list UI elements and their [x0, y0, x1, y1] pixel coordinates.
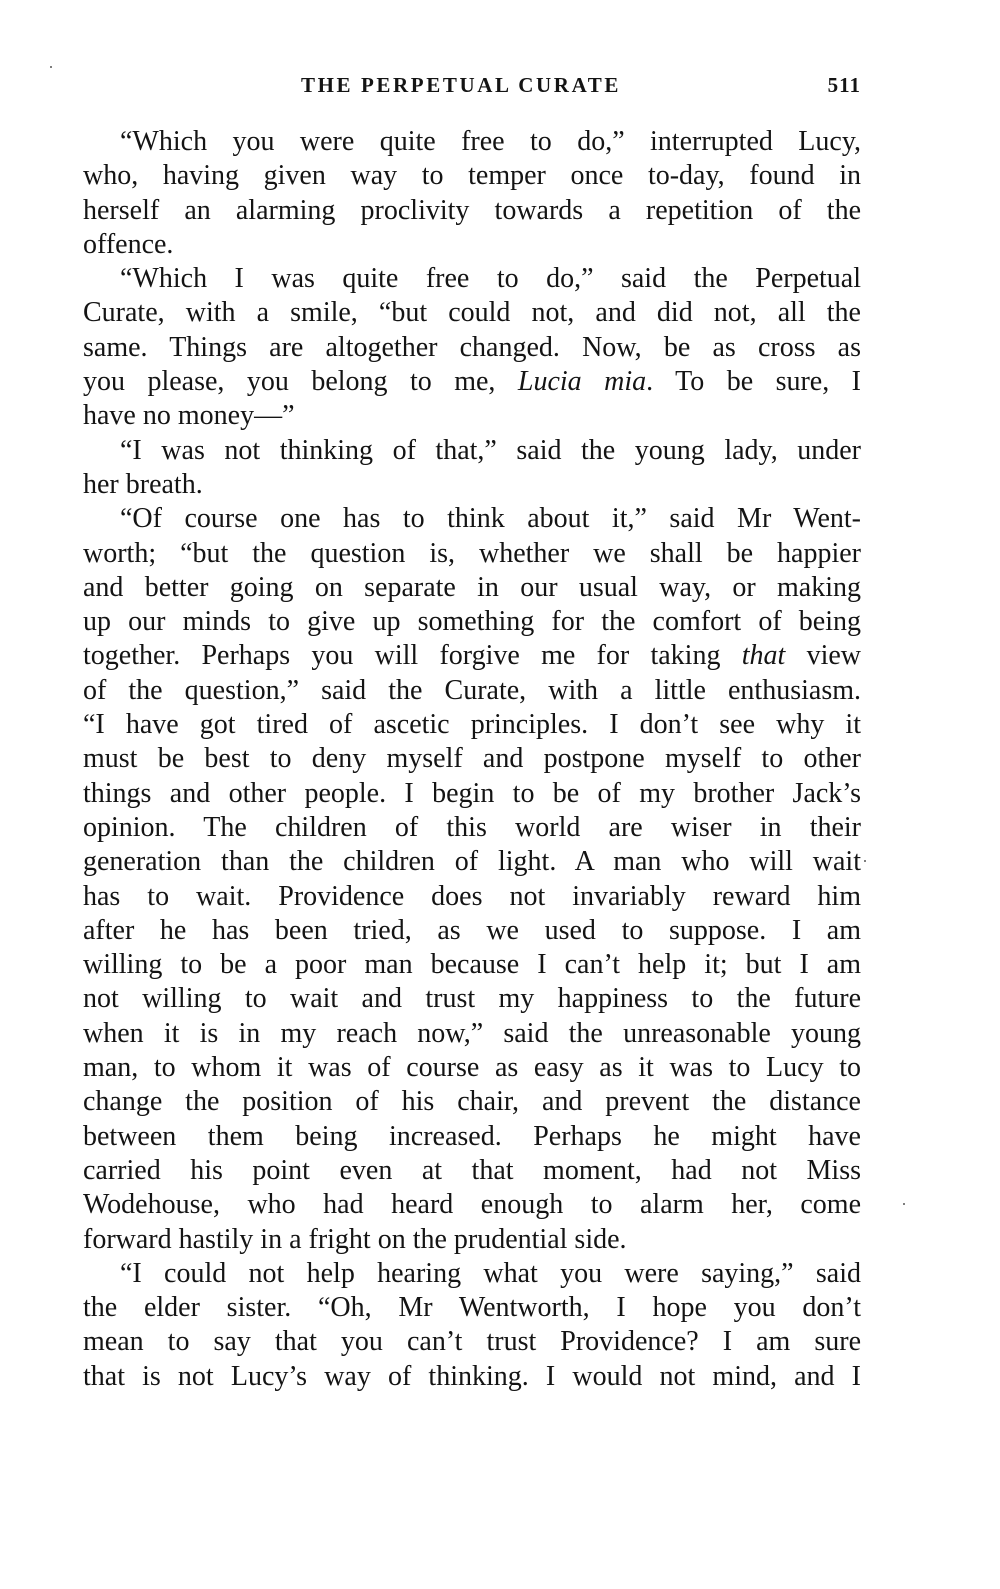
- text-line: worth; “but the question is, whether we shall be happier: [83, 537, 861, 569]
- text-line: things and other people. I begin to be of my brother Jack’s: [83, 777, 861, 809]
- text-line: not willing to wait and trust my happiness to the future: [83, 983, 861, 1015]
- text-line: “I could not help hearing what you were saying,” said: [120, 1257, 861, 1289]
- text-line: herself an alarming proclivity towards a repetition of the: [83, 194, 861, 226]
- text-line: has to wait. Providence does not invariably reward him: [83, 880, 861, 912]
- text-line: “Which I was quite free to do,” said the Perpetual: [120, 263, 861, 295]
- page-number: 511: [827, 73, 861, 97]
- text-line: [83, 365, 861, 399]
- text-run: . To be sure, I: [646, 366, 862, 398]
- text-line: “Which you were quite free to do,” interrupted Lucy,: [120, 126, 861, 157]
- text-line: up our minds to give up something for the comfort of being: [83, 606, 861, 638]
- scan-speck: [864, 860, 866, 862]
- running-title: THE PERPETUAL CURATE: [301, 73, 621, 97]
- text-line: her breath.: [83, 468, 203, 500]
- text-run: you please, you belong to me,: [83, 366, 518, 398]
- scan-speck: [903, 1203, 905, 1205]
- text-line: [83, 639, 861, 673]
- text-line: Curate, with a smile, “but could not, and did not, all the: [83, 297, 861, 329]
- body-text: [83, 125, 861, 1394]
- text-line: forward hastily in a fright on the prudential side.: [83, 1223, 627, 1255]
- text-run: view: [785, 640, 861, 672]
- text-line: “Of course one has to think about it,” said Mr Went-: [120, 503, 861, 535]
- text-line: between them being increased. Perhaps he might have: [83, 1120, 861, 1152]
- book-page: [83, 0, 861, 1589]
- italic-run: Lucia mia: [517, 366, 647, 398]
- text-line: the elder sister. “Oh, Mr Wentworth, I hope you don’t: [83, 1292, 861, 1324]
- text-line: change the position of his chair, and prevent the distance: [83, 1086, 861, 1118]
- text-line: carried his point even at that moment, had not Miss: [83, 1154, 861, 1186]
- text-line: when it is in my reach now,” said the unreasonable young: [83, 1017, 861, 1049]
- text-line: mean to say that you can’t trust Providence? I am sure: [83, 1326, 861, 1358]
- text-line: “I was not thinking of that,” said the young lady, under: [120, 434, 861, 466]
- text-line: that is not Lucy’s way of thinking. I would not mind, and I: [83, 1360, 861, 1392]
- text-run: together. Perhaps you will forgive me for taking: [83, 640, 742, 672]
- text-line: after he has been tried, as we used to suppose. I am: [83, 914, 861, 946]
- text-line: who, having given way to temper once to-day, found in: [83, 160, 861, 192]
- text-line: of the question,” said the Curate, with a little enthusiasm.: [83, 674, 861, 706]
- text-line: man, to whom it was of course as easy as it was to Lucy to: [83, 1052, 861, 1084]
- text-line: must be best to deny myself and postpone myself to other: [83, 743, 861, 775]
- text-line: have no money—”: [83, 400, 295, 432]
- running-header: [83, 70, 861, 100]
- text-line: Wodehouse, who had heard enough to alarm her, come: [83, 1189, 861, 1221]
- text-line: opinion. The children of this world are wiser in their: [83, 811, 861, 843]
- text-line: “I have got tired of ascetic principles. I don’t see why it: [83, 709, 861, 741]
- text-line: offence.: [83, 228, 174, 260]
- text-line: same. Things are altogether changed. Now, be as cross as: [83, 331, 861, 363]
- text-line: and better going on separate in our usual way, or making: [83, 571, 861, 603]
- italic-run: that: [741, 640, 786, 672]
- scan-speck: [50, 66, 52, 68]
- text-line: willing to be a poor man because I can’t help it; but I am: [83, 949, 861, 981]
- text-line: generation than the children of light. A man who will wait: [83, 846, 861, 878]
